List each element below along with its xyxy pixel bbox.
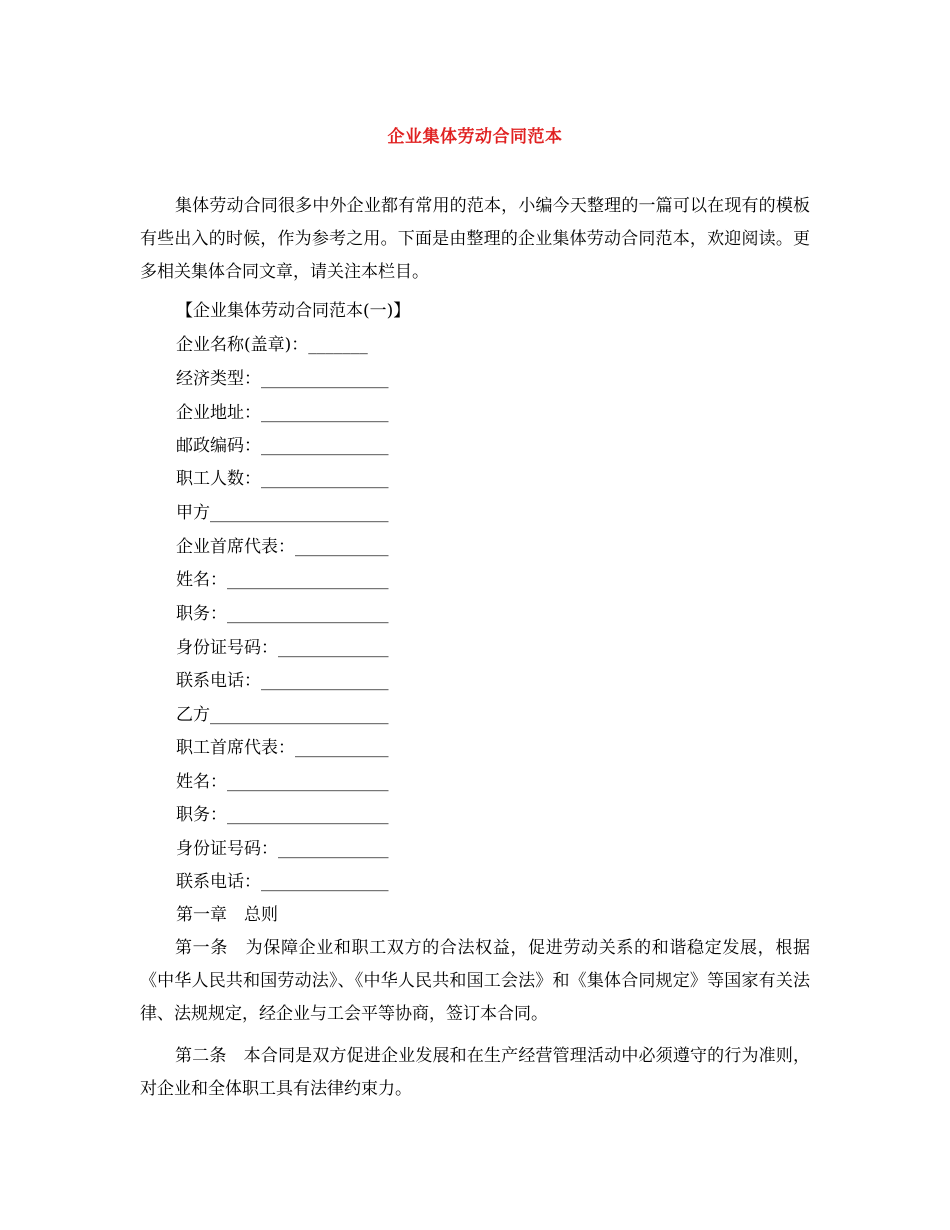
field-blank: _______ bbox=[308, 335, 368, 355]
field-blank: _____________________ bbox=[210, 705, 389, 725]
field-label: 联系电话： bbox=[176, 872, 261, 892]
field-blank: ___________________ bbox=[227, 604, 389, 624]
field-name-a bbox=[176, 569, 389, 591]
document-title: 企业集体劳动合同范本 bbox=[387, 127, 563, 147]
section-heading: 【企业集体劳动合同范本(一)】 bbox=[176, 301, 411, 321]
field-position-a bbox=[176, 603, 389, 625]
field-blank: _______________ bbox=[261, 369, 389, 389]
field-label: 乙方 bbox=[176, 705, 210, 725]
field-blank: _______________ bbox=[261, 436, 389, 456]
field-label: 姓名： bbox=[176, 772, 227, 792]
field-label: 姓名： bbox=[176, 570, 227, 590]
field-employee-count bbox=[176, 468, 389, 490]
field-label: 职工人数： bbox=[176, 469, 261, 489]
field-label: 企业名称(盖章)： bbox=[176, 335, 309, 355]
field-phone-a bbox=[176, 670, 389, 692]
field-blank: _______________ bbox=[261, 469, 389, 489]
field-blank: ___________________ bbox=[227, 805, 389, 825]
field-company-name bbox=[176, 334, 368, 356]
field-blank: _____________ bbox=[278, 839, 389, 859]
field-party-b bbox=[176, 704, 389, 726]
field-label: 职务： bbox=[176, 604, 227, 624]
field-id-number-a bbox=[176, 637, 389, 659]
chapter-heading: 第一章 总则 bbox=[176, 905, 278, 925]
article-2: 第二条 本合同是双方促进企业发展和在生产经营管理活动中必须遵守的行为准则，对企业和全体职工具有法律约束力。 bbox=[140, 1046, 810, 1099]
field-label: 身份证号码： bbox=[176, 638, 278, 658]
field-label: 邮政编码： bbox=[176, 436, 261, 456]
intro-paragraph: 集体劳动合同很多中外企业都有常用的范本，小编今天整理的一篇可以在现有的模板有些出入的时候，作为参考之用。下面是由整理的企业集体劳动合同范本，欢迎阅读。更多相关集体合同文章，请关注本栏目。 bbox=[140, 196, 810, 282]
field-label: 甲方 bbox=[176, 503, 210, 523]
field-blank: ___________________ bbox=[227, 772, 389, 792]
field-blank: _______________ bbox=[261, 403, 389, 423]
field-party-a bbox=[176, 502, 389, 524]
field-label: 职工首席代表： bbox=[176, 738, 295, 758]
field-company-chief-rep bbox=[176, 536, 389, 558]
article-1: 第一条 为保障企业和职工双方的合法权益，促进劳动关系的和谐稳定发展，根据《中华人民共和国劳动法》、《中华人民共和国工会法》和《集体合同规定》等国家有关法律、法规规定，经企业与工会平等协商，签订本合同。 bbox=[140, 938, 810, 1024]
field-blank: ___________________ bbox=[227, 570, 389, 590]
field-label: 联系电话： bbox=[176, 671, 261, 691]
field-phone-b bbox=[176, 871, 389, 893]
field-blank: _______________ bbox=[261, 872, 389, 892]
field-economic-type bbox=[176, 368, 389, 390]
field-label: 企业首席代表： bbox=[176, 537, 295, 557]
field-blank: _____________________ bbox=[210, 503, 389, 523]
field-blank: _______________ bbox=[261, 671, 389, 691]
field-label: 企业地址： bbox=[176, 403, 261, 423]
field-blank: ___________ bbox=[295, 537, 389, 557]
field-blank: _____________ bbox=[278, 638, 389, 658]
field-id-number-b bbox=[176, 838, 389, 860]
field-label: 身份证号码： bbox=[176, 839, 278, 859]
field-label: 经济类型： bbox=[176, 369, 261, 389]
field-company-address bbox=[176, 402, 389, 424]
field-blank: ___________ bbox=[295, 738, 389, 758]
field-postal-code bbox=[176, 435, 389, 457]
field-position-b bbox=[176, 804, 389, 826]
field-label: 职务： bbox=[176, 805, 227, 825]
field-name-b bbox=[176, 771, 389, 793]
field-employee-chief-rep bbox=[176, 737, 389, 759]
